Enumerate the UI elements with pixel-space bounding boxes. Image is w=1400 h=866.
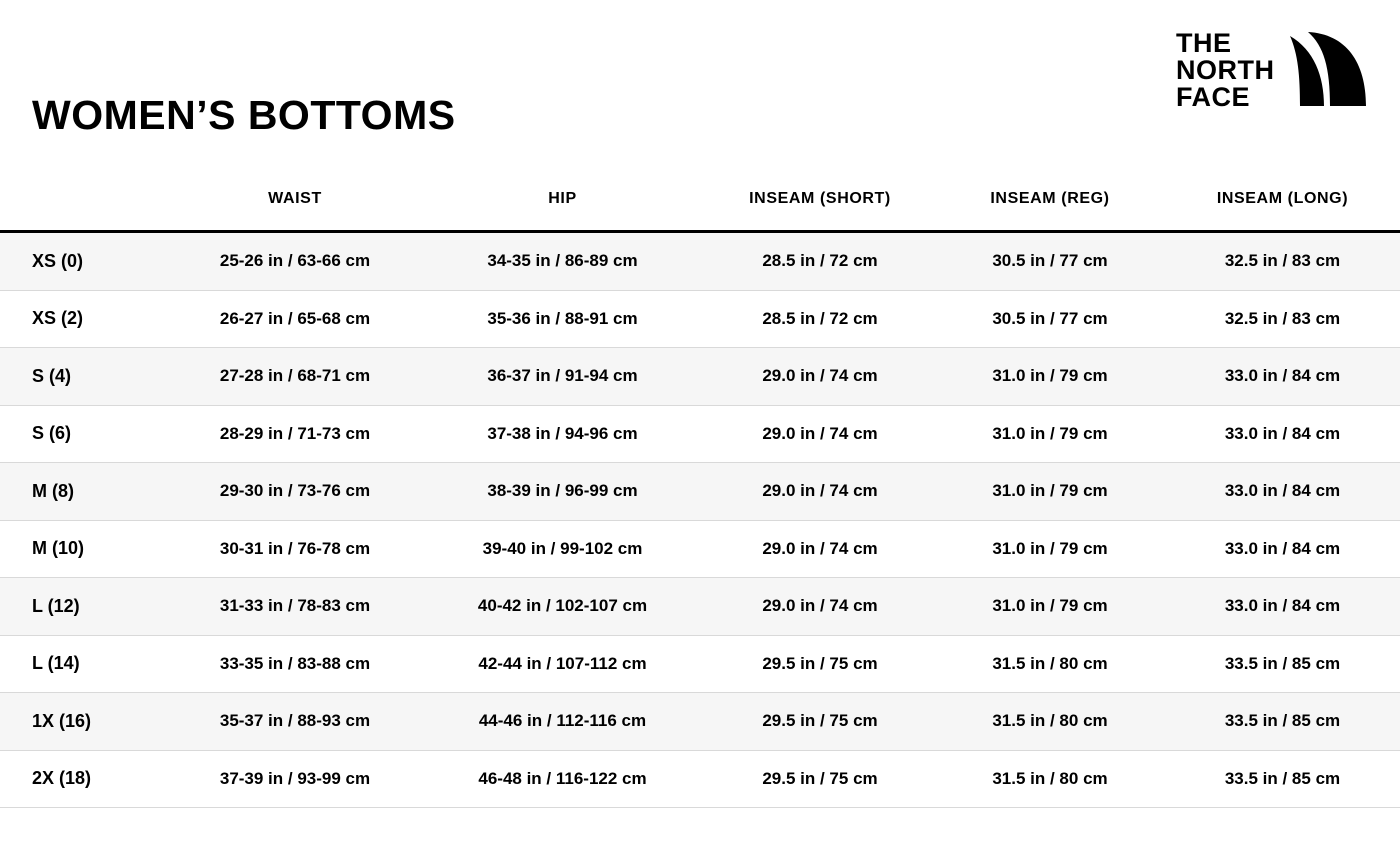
- cell-hip: 39-40 in / 99-102 cm: [420, 520, 705, 578]
- cell-size: S (4): [0, 348, 170, 406]
- cell-inseam-short: 29.0 in / 74 cm: [705, 578, 935, 636]
- cell-inseam-reg: 31.5 in / 80 cm: [935, 750, 1165, 808]
- cell-inseam-long: 32.5 in / 83 cm: [1165, 232, 1400, 291]
- cell-inseam-reg: 30.5 in / 77 cm: [935, 290, 1165, 348]
- cell-inseam-long: 33.0 in / 84 cm: [1165, 405, 1400, 463]
- table-row: [0, 635, 1400, 693]
- column-header-inseam-long: INSEAM (LONG): [1165, 190, 1400, 232]
- cell-size: 1X (16): [0, 693, 170, 751]
- cell-size: XS (0): [0, 232, 170, 291]
- cell-waist: 26-27 in / 65-68 cm: [170, 290, 420, 348]
- cell-inseam-reg: 31.5 in / 80 cm: [935, 635, 1165, 693]
- cell-inseam-reg: 31.0 in / 79 cm: [935, 405, 1165, 463]
- column-header-inseam-short: INSEAM (SHORT): [705, 190, 935, 232]
- table-header-row: [0, 190, 1400, 232]
- cell-inseam-reg: 30.5 in / 77 cm: [935, 232, 1165, 291]
- cell-inseam-short: 29.5 in / 75 cm: [705, 635, 935, 693]
- cell-inseam-reg: 31.0 in / 79 cm: [935, 520, 1165, 578]
- column-header-waist: WAIST: [170, 190, 420, 232]
- page-title: WOMEN’S BOTTOMS: [32, 92, 456, 139]
- cell-waist: 28-29 in / 71-73 cm: [170, 405, 420, 463]
- cell-hip: 37-38 in / 94-96 cm: [420, 405, 705, 463]
- column-header-inseam-reg: INSEAM (REG): [935, 190, 1165, 232]
- table-row: [0, 405, 1400, 463]
- svg-text:FACE: FACE: [1176, 82, 1251, 110]
- cell-waist: 30-31 in / 76-78 cm: [170, 520, 420, 578]
- cell-size: L (12): [0, 578, 170, 636]
- table-row: [0, 750, 1400, 808]
- cell-inseam-reg: 31.0 in / 79 cm: [935, 348, 1165, 406]
- cell-waist: 25-26 in / 63-66 cm: [170, 232, 420, 291]
- cell-inseam-long: 33.0 in / 84 cm: [1165, 520, 1400, 578]
- cell-inseam-short: 28.5 in / 72 cm: [705, 232, 935, 291]
- table-row: [0, 693, 1400, 751]
- column-header-hip: HIP: [420, 190, 705, 232]
- cell-size: M (10): [0, 520, 170, 578]
- cell-size: 2X (18): [0, 750, 170, 808]
- cell-inseam-long: 33.5 in / 85 cm: [1165, 750, 1400, 808]
- cell-inseam-long: 33.5 in / 85 cm: [1165, 635, 1400, 693]
- table-row: [0, 578, 1400, 636]
- cell-inseam-short: 29.5 in / 75 cm: [705, 693, 935, 751]
- cell-inseam-reg: 31.5 in / 80 cm: [935, 693, 1165, 751]
- cell-waist: 31-33 in / 78-83 cm: [170, 578, 420, 636]
- cell-hip: 35-36 in / 88-91 cm: [420, 290, 705, 348]
- cell-waist: 27-28 in / 68-71 cm: [170, 348, 420, 406]
- svg-text:NORTH: NORTH: [1176, 55, 1275, 85]
- cell-waist: 35-37 in / 88-93 cm: [170, 693, 420, 751]
- table-row: [0, 232, 1400, 291]
- size-chart-table: [0, 190, 1400, 808]
- cell-inseam-long: 33.0 in / 84 cm: [1165, 348, 1400, 406]
- table-row: [0, 520, 1400, 578]
- cell-hip: 42-44 in / 107-112 cm: [420, 635, 705, 693]
- cell-hip: 36-37 in / 91-94 cm: [420, 348, 705, 406]
- cell-hip: 44-46 in / 112-116 cm: [420, 693, 705, 751]
- cell-inseam-short: 28.5 in / 72 cm: [705, 290, 935, 348]
- table-row: [0, 290, 1400, 348]
- column-header-size: [0, 190, 170, 232]
- cell-inseam-long: 32.5 in / 83 cm: [1165, 290, 1400, 348]
- table-row: [0, 348, 1400, 406]
- page-header: [0, 0, 1400, 165]
- table-header: [0, 190, 1400, 232]
- cell-hip: 38-39 in / 96-99 cm: [420, 463, 705, 521]
- svg-text:THE: THE: [1176, 28, 1232, 58]
- cell-inseam-long: 33.0 in / 84 cm: [1165, 578, 1400, 636]
- cell-hip: 40-42 in / 102-107 cm: [420, 578, 705, 636]
- cell-inseam-short: 29.0 in / 74 cm: [705, 463, 935, 521]
- cell-inseam-long: 33.0 in / 84 cm: [1165, 463, 1400, 521]
- cell-inseam-short: 29.5 in / 75 cm: [705, 750, 935, 808]
- cell-waist: 29-30 in / 73-76 cm: [170, 463, 420, 521]
- cell-inseam-long: 33.5 in / 85 cm: [1165, 693, 1400, 751]
- cell-inseam-short: 29.0 in / 74 cm: [705, 348, 935, 406]
- cell-waist: 33-35 in / 83-88 cm: [170, 635, 420, 693]
- cell-size: M (8): [0, 463, 170, 521]
- cell-size: XS (2): [0, 290, 170, 348]
- the-north-face-logo: [1176, 28, 1366, 110]
- cell-inseam-reg: 31.0 in / 79 cm: [935, 463, 1165, 521]
- cell-inseam-short: 29.0 in / 74 cm: [705, 405, 935, 463]
- cell-waist: 37-39 in / 93-99 cm: [170, 750, 420, 808]
- table-body: [0, 232, 1400, 808]
- cell-hip: 46-48 in / 116-122 cm: [420, 750, 705, 808]
- cell-inseam-reg: 31.0 in / 79 cm: [935, 578, 1165, 636]
- table-row: [0, 463, 1400, 521]
- cell-size: S (6): [0, 405, 170, 463]
- cell-size: L (14): [0, 635, 170, 693]
- cell-hip: 34-35 in / 86-89 cm: [420, 232, 705, 291]
- cell-inseam-short: 29.0 in / 74 cm: [705, 520, 935, 578]
